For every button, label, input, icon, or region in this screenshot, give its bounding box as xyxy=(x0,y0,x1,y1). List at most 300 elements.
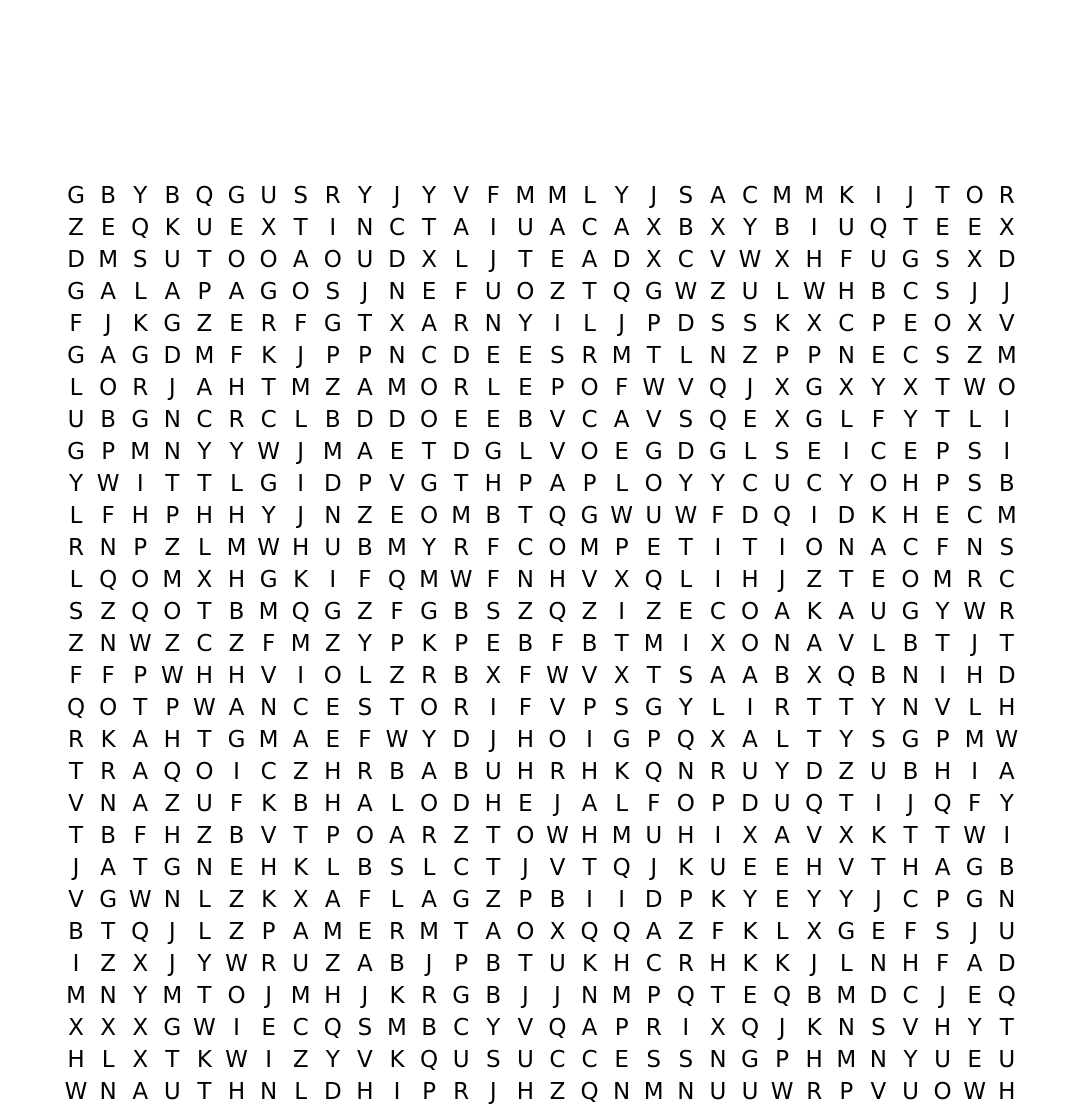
grid-cell[interactable]: E xyxy=(678,599,694,625)
grid-cell[interactable]: P xyxy=(582,471,597,497)
grid-cell[interactable]: L xyxy=(294,407,308,433)
grid-cell[interactable]: X xyxy=(902,375,919,401)
grid-cell[interactable]: P xyxy=(133,663,148,689)
grid-cell[interactable]: D xyxy=(452,343,471,369)
grid-cell[interactable]: G xyxy=(452,983,471,1009)
grid-cell[interactable]: T xyxy=(839,695,854,721)
grid-cell[interactable]: B xyxy=(324,407,341,433)
grid-cell[interactable]: J xyxy=(361,983,369,1009)
grid-cell[interactable]: X xyxy=(613,567,630,593)
grid-cell[interactable]: T xyxy=(646,663,661,689)
grid-cell[interactable]: O xyxy=(516,919,535,945)
grid-cell[interactable]: H xyxy=(548,567,567,593)
grid-cell[interactable]: B xyxy=(292,791,309,817)
grid-cell[interactable]: L xyxy=(390,791,404,817)
grid-cell[interactable]: I xyxy=(939,663,946,689)
grid-cell[interactable]: B xyxy=(998,855,1015,881)
grid-cell[interactable]: L xyxy=(743,439,757,465)
grid-cell[interactable]: G xyxy=(131,343,150,369)
grid-cell[interactable]: D xyxy=(997,663,1016,689)
grid-cell[interactable]: P xyxy=(454,951,469,977)
grid-cell[interactable]: Y xyxy=(999,791,1014,817)
grid-cell[interactable]: R xyxy=(806,1079,823,1105)
grid-cell[interactable]: U xyxy=(869,247,887,273)
grid-cell[interactable]: S xyxy=(389,855,405,881)
grid-cell[interactable]: V xyxy=(260,823,277,849)
grid-cell[interactable]: B xyxy=(581,631,598,657)
grid-cell[interactable]: M xyxy=(194,343,215,369)
grid-cell[interactable]: E xyxy=(967,1047,982,1073)
grid-cell[interactable]: E xyxy=(389,439,405,465)
grid-cell[interactable]: F xyxy=(935,535,950,561)
grid-cell[interactable]: C xyxy=(453,1015,470,1041)
grid-cell[interactable]: K xyxy=(838,183,854,209)
grid-cell[interactable]: S xyxy=(678,663,694,689)
grid-cell[interactable]: F xyxy=(133,823,147,849)
grid-cell[interactable]: H xyxy=(901,503,920,529)
grid-cell[interactable]: Q xyxy=(323,1015,342,1041)
grid-cell[interactable]: G xyxy=(901,599,920,625)
grid-cell[interactable]: B xyxy=(421,1015,437,1041)
grid-cell[interactable]: Q xyxy=(708,375,727,401)
grid-cell[interactable]: B xyxy=(453,663,470,689)
grid-cell[interactable]: S xyxy=(678,183,694,209)
grid-cell[interactable]: Y xyxy=(422,183,437,209)
grid-cell[interactable]: E xyxy=(389,503,405,529)
grid-cell[interactable]: S xyxy=(485,1047,501,1073)
grid-cell[interactable]: T xyxy=(935,823,950,849)
grid-cell[interactable]: T xyxy=(197,727,212,753)
grid-cell[interactable]: B xyxy=(453,599,470,625)
grid-cell[interactable]: I xyxy=(714,567,722,593)
grid-cell[interactable]: U xyxy=(773,471,791,497)
grid-cell[interactable]: W xyxy=(963,823,987,849)
grid-cell[interactable]: I xyxy=(682,1015,690,1041)
grid-cell[interactable]: T xyxy=(742,535,758,561)
grid-cell[interactable]: X xyxy=(774,247,790,273)
grid-cell[interactable]: G xyxy=(452,887,471,913)
grid-cell[interactable]: G xyxy=(901,247,920,273)
grid-cell[interactable]: G xyxy=(420,471,438,497)
grid-cell[interactable]: S xyxy=(614,695,629,721)
grid-cell[interactable]: G xyxy=(805,375,824,401)
grid-cell[interactable]: I xyxy=(586,727,593,753)
grid-cell[interactable]: V xyxy=(710,247,726,273)
grid-cell[interactable]: L xyxy=(198,535,211,561)
grid-cell[interactable]: M xyxy=(419,567,439,593)
grid-cell[interactable]: K xyxy=(293,567,309,593)
grid-cell[interactable]: Y xyxy=(903,407,918,433)
grid-cell[interactable]: F xyxy=(69,663,83,689)
grid-cell[interactable]: Q xyxy=(131,919,150,945)
grid-cell[interactable]: L xyxy=(133,279,147,305)
grid-cell[interactable]: H xyxy=(484,791,502,817)
grid-cell[interactable]: S xyxy=(742,311,758,337)
grid-cell[interactable]: Z xyxy=(357,599,373,625)
grid-cell[interactable]: A xyxy=(742,727,758,753)
grid-cell[interactable]: G xyxy=(67,343,85,369)
grid-cell[interactable]: A xyxy=(581,1015,598,1041)
grid-cell[interactable]: F xyxy=(518,663,532,689)
grid-cell[interactable]: F xyxy=(968,791,982,817)
grid-cell[interactable]: O xyxy=(580,439,599,465)
grid-cell[interactable]: Q xyxy=(644,567,663,593)
grid-cell[interactable]: K xyxy=(806,1015,822,1041)
grid-cell[interactable]: E xyxy=(614,1047,629,1073)
grid-cell[interactable]: V xyxy=(838,855,855,881)
grid-cell[interactable]: J xyxy=(778,567,786,593)
grid-cell[interactable]: N xyxy=(837,535,855,561)
grid-cell[interactable]: W xyxy=(642,375,666,401)
grid-cell[interactable]: P xyxy=(357,343,372,369)
grid-cell[interactable]: I xyxy=(1003,407,1011,433)
grid-cell[interactable]: H xyxy=(131,503,149,529)
grid-cell[interactable]: A xyxy=(581,791,598,817)
grid-cell[interactable]: N xyxy=(356,215,374,241)
grid-cell[interactable]: Z xyxy=(324,375,341,401)
grid-cell[interactable]: X xyxy=(774,407,790,433)
grid-cell[interactable]: F xyxy=(101,663,115,689)
grid-cell[interactable]: M xyxy=(836,1047,857,1073)
grid-cell[interactable]: Y xyxy=(229,439,244,465)
grid-cell[interactable]: D xyxy=(997,247,1016,273)
grid-cell[interactable]: D xyxy=(356,407,374,433)
grid-cell[interactable]: P xyxy=(101,439,116,465)
grid-cell[interactable]: I xyxy=(1003,439,1011,465)
grid-cell[interactable]: R xyxy=(581,343,598,369)
grid-cell[interactable]: X xyxy=(68,1015,84,1041)
grid-cell[interactable]: F xyxy=(711,919,725,945)
grid-cell[interactable]: W xyxy=(160,663,184,689)
grid-cell[interactable]: A xyxy=(357,951,373,977)
grid-cell[interactable]: O xyxy=(420,503,439,529)
grid-cell[interactable]: N xyxy=(837,1015,855,1041)
grid-cell[interactable]: W xyxy=(770,1079,794,1105)
grid-cell[interactable]: A xyxy=(549,215,566,241)
grid-cell[interactable]: T xyxy=(293,823,308,849)
grid-cell[interactable]: I xyxy=(714,535,722,561)
grid-cell[interactable]: E xyxy=(774,887,790,913)
grid-cell[interactable]: E xyxy=(935,503,950,529)
grid-cell[interactable]: J xyxy=(874,887,882,913)
grid-cell[interactable]: G xyxy=(323,599,342,625)
grid-cell[interactable]: E xyxy=(518,791,533,817)
grid-cell[interactable]: H xyxy=(195,663,214,689)
grid-cell[interactable]: Y xyxy=(967,1015,982,1041)
grid-cell[interactable]: N xyxy=(677,759,695,785)
grid-cell[interactable]: P xyxy=(646,311,661,337)
grid-cell[interactable]: L xyxy=(679,343,693,369)
grid-cell[interactable]: H xyxy=(901,951,920,977)
grid-cell[interactable]: E xyxy=(518,343,533,369)
grid-cell[interactable]: S xyxy=(646,1047,662,1073)
grid-cell[interactable]: K xyxy=(196,1047,212,1073)
grid-cell[interactable]: Z xyxy=(645,599,662,625)
grid-cell[interactable]: K xyxy=(132,311,148,337)
grid-cell[interactable]: H xyxy=(516,759,534,785)
grid-cell[interactable]: I xyxy=(778,535,786,561)
grid-cell[interactable]: B xyxy=(485,503,502,529)
grid-cell[interactable]: O xyxy=(420,407,439,433)
grid-cell[interactable]: N xyxy=(613,1079,631,1105)
grid-cell[interactable]: Y xyxy=(261,503,276,529)
grid-cell[interactable]: I xyxy=(810,503,818,529)
grid-cell[interactable]: B xyxy=(228,823,245,849)
grid-cell[interactable]: C xyxy=(260,759,277,785)
grid-cell[interactable]: K xyxy=(742,951,758,977)
grid-cell[interactable]: E xyxy=(421,279,437,305)
grid-cell[interactable]: W xyxy=(225,1047,248,1073)
grid-cell[interactable]: T xyxy=(389,695,405,721)
grid-cell[interactable]: C xyxy=(388,215,406,241)
grid-cell[interactable]: B xyxy=(517,407,534,433)
grid-cell[interactable]: M xyxy=(258,727,279,753)
grid-cell[interactable]: W xyxy=(193,1015,216,1041)
grid-cell[interactable]: V xyxy=(902,1015,919,1041)
grid-cell[interactable]: N xyxy=(99,983,117,1009)
grid-cell[interactable]: F xyxy=(358,567,372,593)
grid-cell[interactable]: N xyxy=(99,791,117,817)
grid-cell[interactable]: U xyxy=(869,759,887,785)
grid-cell[interactable]: X xyxy=(613,663,630,689)
grid-cell[interactable]: I xyxy=(297,471,305,497)
grid-cell[interactable]: X xyxy=(132,1047,149,1073)
grid-cell[interactable]: R xyxy=(998,183,1015,209)
grid-cell[interactable]: T xyxy=(101,919,116,945)
grid-cell[interactable]: G xyxy=(644,695,663,721)
grid-cell[interactable]: Y xyxy=(69,471,84,497)
grid-cell[interactable]: K xyxy=(261,791,277,817)
grid-cell[interactable]: I xyxy=(746,695,754,721)
grid-cell[interactable]: L xyxy=(518,439,532,465)
grid-cell[interactable]: N xyxy=(837,343,855,369)
grid-cell[interactable]: T xyxy=(422,215,437,241)
grid-cell[interactable]: N xyxy=(709,1047,727,1073)
grid-cell[interactable]: R xyxy=(260,311,277,337)
grid-cell[interactable]: M xyxy=(932,567,953,593)
grid-cell[interactable]: Q xyxy=(612,919,631,945)
grid-cell[interactable]: S xyxy=(357,695,373,721)
grid-cell[interactable]: T xyxy=(807,695,822,721)
grid-cell[interactable]: J xyxy=(554,791,561,817)
grid-cell[interactable]: E xyxy=(550,247,565,273)
grid-cell[interactable]: M xyxy=(643,1079,664,1105)
grid-cell[interactable]: G xyxy=(259,279,278,305)
grid-cell[interactable]: K xyxy=(389,1047,405,1073)
grid-cell[interactable]: N xyxy=(99,1079,117,1105)
grid-cell[interactable]: I xyxy=(874,791,882,817)
grid-cell[interactable]: Q xyxy=(163,759,182,785)
grid-cell[interactable]: R xyxy=(549,759,566,785)
grid-cell[interactable]: E xyxy=(229,311,244,337)
grid-cell[interactable]: L xyxy=(198,887,211,913)
grid-cell[interactable]: F xyxy=(518,695,532,721)
grid-cell[interactable]: W xyxy=(128,887,152,913)
grid-cell[interactable]: H xyxy=(259,855,278,881)
grid-cell[interactable]: U xyxy=(741,759,759,785)
grid-cell[interactable]: D xyxy=(452,791,471,817)
grid-cell[interactable]: Z xyxy=(710,279,726,305)
grid-cell[interactable]: F xyxy=(711,503,725,529)
grid-cell[interactable]: P xyxy=(614,535,629,561)
grid-cell[interactable]: V xyxy=(453,183,470,209)
grid-cell[interactable]: R xyxy=(453,375,470,401)
grid-cell[interactable]: C xyxy=(453,855,470,881)
grid-cell[interactable]: J xyxy=(104,311,112,337)
grid-cell[interactable]: W xyxy=(610,503,634,529)
grid-cell[interactable]: F xyxy=(486,567,500,593)
grid-cell[interactable]: J xyxy=(393,183,401,209)
grid-cell[interactable]: B xyxy=(485,951,502,977)
grid-cell[interactable]: I xyxy=(1003,823,1011,849)
grid-cell[interactable]: U xyxy=(516,215,534,241)
grid-cell[interactable]: J xyxy=(361,279,369,305)
grid-cell[interactable]: Q xyxy=(99,567,118,593)
grid-cell[interactable]: A xyxy=(132,759,149,785)
grid-cell[interactable]: J xyxy=(521,983,529,1009)
grid-cell[interactable]: B xyxy=(100,823,117,849)
grid-cell[interactable]: M xyxy=(419,919,439,945)
grid-cell[interactable]: Z xyxy=(292,759,309,785)
grid-cell[interactable]: Z xyxy=(389,663,405,689)
grid-cell[interactable]: F xyxy=(935,951,950,977)
grid-cell[interactable]: W xyxy=(963,1079,987,1105)
grid-cell[interactable]: T xyxy=(999,631,1014,657)
grid-cell[interactable]: Q xyxy=(612,855,631,881)
grid-cell[interactable]: L xyxy=(326,855,340,881)
grid-cell[interactable]: K xyxy=(742,919,758,945)
grid-cell[interactable]: E xyxy=(357,919,373,945)
grid-cell[interactable]: U xyxy=(773,791,791,817)
grid-cell[interactable]: G xyxy=(259,567,278,593)
grid-cell[interactable]: P xyxy=(518,887,533,913)
grid-cell[interactable]: L xyxy=(679,567,693,593)
grid-cell[interactable]: U xyxy=(260,183,278,209)
grid-cell[interactable]: D xyxy=(612,247,631,273)
grid-cell[interactable]: O xyxy=(740,599,760,625)
grid-cell[interactable]: Z xyxy=(581,599,598,625)
grid-cell[interactable]: Q xyxy=(195,183,214,209)
grid-cell[interactable]: T xyxy=(518,247,533,273)
grid-cell[interactable]: F xyxy=(101,503,115,529)
grid-cell[interactable]: W xyxy=(64,1079,88,1105)
grid-cell[interactable]: G xyxy=(67,183,85,209)
grid-cell[interactable]: T xyxy=(69,823,84,849)
grid-cell[interactable]: L xyxy=(968,407,982,433)
grid-cell[interactable]: C xyxy=(581,407,598,433)
grid-cell[interactable]: J xyxy=(297,503,305,529)
grid-cell[interactable]: U xyxy=(741,1079,759,1105)
grid-cell[interactable]: J xyxy=(554,983,561,1009)
grid-cell[interactable]: L xyxy=(839,407,853,433)
grid-cell[interactable]: X xyxy=(998,215,1015,241)
grid-cell[interactable]: W xyxy=(674,279,698,305)
grid-cell[interactable]: E xyxy=(903,311,918,337)
grid-cell[interactable]: B xyxy=(357,855,373,881)
grid-cell[interactable]: Y xyxy=(357,631,372,657)
grid-cell[interactable]: X xyxy=(485,663,502,689)
grid-cell[interactable]: D xyxy=(323,471,342,497)
grid-cell[interactable]: E xyxy=(100,215,116,241)
grid-cell[interactable]: H xyxy=(195,503,214,529)
grid-cell[interactable]: E xyxy=(774,855,790,881)
grid-cell[interactable]: E xyxy=(903,439,918,465)
grid-cell[interactable]: X xyxy=(645,215,662,241)
grid-cell[interactable]: X xyxy=(292,887,309,913)
grid-cell[interactable]: V xyxy=(549,695,566,721)
grid-cell[interactable]: F xyxy=(647,791,661,817)
grid-cell[interactable]: Z xyxy=(324,631,341,657)
grid-cell[interactable]: J xyxy=(265,983,272,1009)
grid-cell[interactable]: G xyxy=(580,503,599,529)
grid-cell[interactable]: D xyxy=(741,791,759,817)
grid-cell[interactable]: G xyxy=(67,279,85,305)
grid-cell[interactable]: O xyxy=(869,471,888,497)
grid-cell[interactable]: J xyxy=(650,855,658,881)
grid-cell[interactable]: S xyxy=(935,279,950,305)
grid-cell[interactable]: H xyxy=(324,759,342,785)
grid-cell[interactable]: T xyxy=(935,375,950,401)
grid-cell[interactable]: A xyxy=(324,887,341,913)
grid-cell[interactable]: T xyxy=(422,439,437,465)
grid-cell[interactable]: P xyxy=(775,1047,790,1073)
grid-cell[interactable]: T xyxy=(935,183,950,209)
grid-cell[interactable]: X xyxy=(100,1015,117,1041)
grid-cell[interactable]: D xyxy=(997,951,1016,977)
grid-cell[interactable]: W xyxy=(96,471,120,497)
grid-cell[interactable]: Q xyxy=(548,1015,567,1041)
grid-cell[interactable]: M xyxy=(387,1015,407,1041)
grid-cell[interactable]: A xyxy=(100,855,116,881)
grid-cell[interactable]: Q xyxy=(420,1047,439,1073)
grid-cell[interactable]: E xyxy=(614,439,629,465)
grid-cell[interactable]: Q xyxy=(933,791,952,817)
grid-cell[interactable]: J xyxy=(425,951,433,977)
grid-cell[interactable]: Z xyxy=(357,503,373,529)
grid-cell[interactable]: N xyxy=(99,535,117,561)
grid-cell[interactable]: A xyxy=(100,279,116,305)
grid-cell[interactable]: Z xyxy=(517,599,534,625)
grid-cell[interactable]: P xyxy=(390,631,404,657)
grid-cell[interactable]: E xyxy=(871,919,886,945)
grid-cell[interactable]: Z xyxy=(228,919,245,945)
grid-cell[interactable]: W xyxy=(674,503,698,529)
grid-cell[interactable]: C xyxy=(421,343,438,369)
grid-cell[interactable]: E xyxy=(485,343,501,369)
grid-cell[interactable]: R xyxy=(453,695,470,721)
grid-cell[interactable]: T xyxy=(871,855,886,881)
grid-cell[interactable]: Y xyxy=(871,375,886,401)
grid-cell[interactable]: H xyxy=(901,471,920,497)
grid-cell[interactable]: K xyxy=(870,823,886,849)
grid-cell[interactable]: S xyxy=(678,1047,694,1073)
grid-cell[interactable]: E xyxy=(485,631,501,657)
grid-cell[interactable]: A xyxy=(710,663,726,689)
grid-cell[interactable]: M xyxy=(226,535,247,561)
grid-cell[interactable]: L xyxy=(615,791,629,817)
grid-cell[interactable]: N xyxy=(195,855,214,881)
grid-cell[interactable]: H xyxy=(580,823,599,849)
grid-cell[interactable]: A xyxy=(966,951,983,977)
grid-cell[interactable]: D xyxy=(163,343,182,369)
grid-cell[interactable]: T xyxy=(518,951,533,977)
grid-cell[interactable]: X xyxy=(838,823,855,849)
grid-cell[interactable]: L xyxy=(775,279,789,305)
grid-cell[interactable]: N xyxy=(388,279,406,305)
grid-cell[interactable]: V xyxy=(870,1079,887,1105)
grid-cell[interactable]: F xyxy=(69,311,83,337)
grid-cell[interactable]: S xyxy=(357,1015,373,1041)
